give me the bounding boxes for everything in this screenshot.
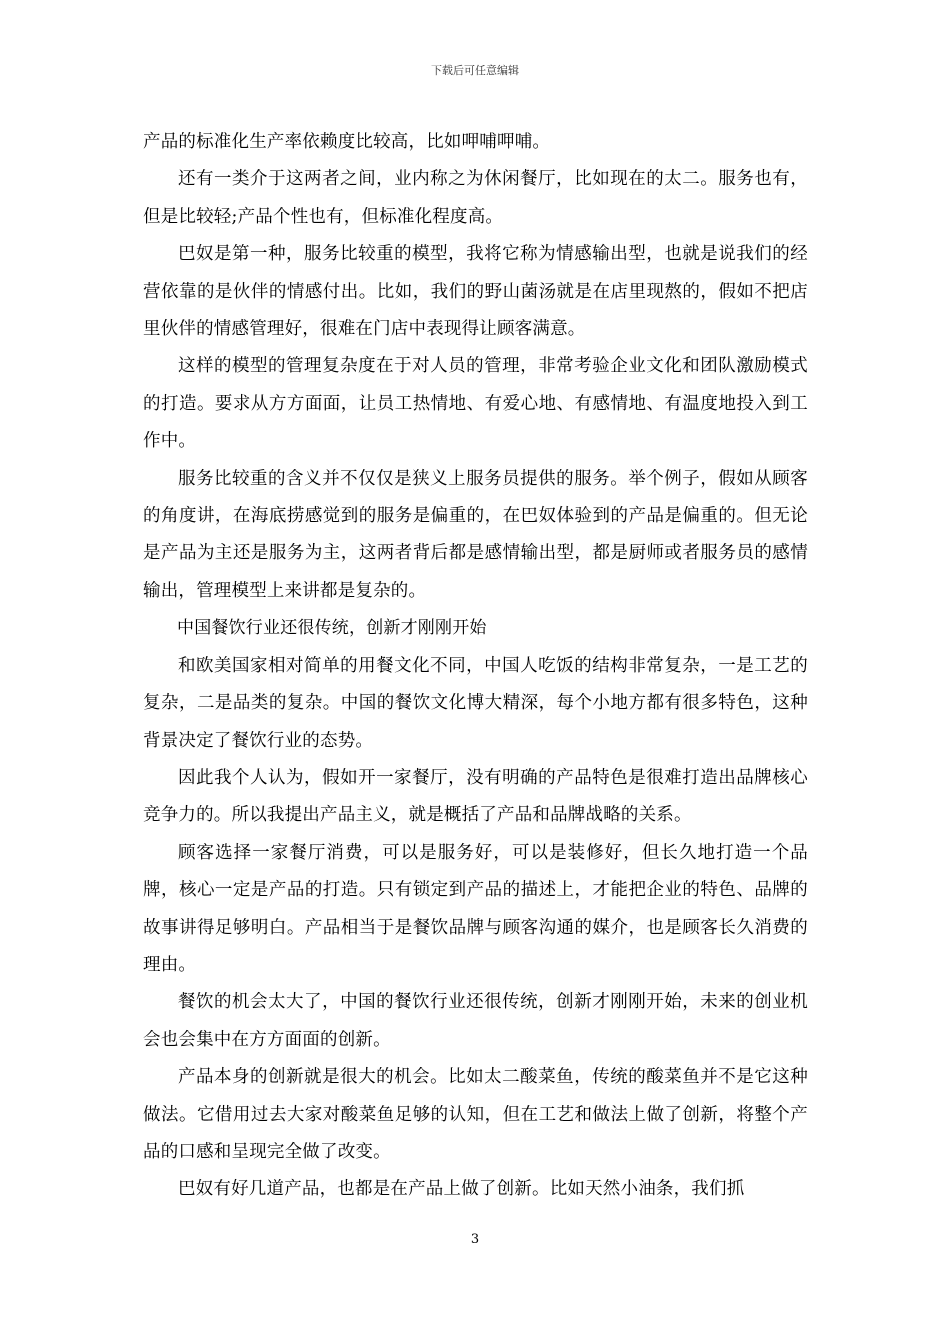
page-number: 3: [470, 1232, 480, 1247]
paragraph-11: 巴奴有好几道产品，也都是在产品上做了创新。比如天然小油条，我们抓: [178, 1179, 745, 1200]
paragraph-5: 服务比较重的含义并不仅仅是狭义上服务员提供的服务。举个例子，假如从顾客的角度讲，在海底捞感觉到的服务是偏重的，在巴奴体验到的产品是偏重的。但无论是产品为主还是服务为主，这两者背后都是感情输出型，都是厨师或者服务员的感情输出，管理模型上来讲都是复杂的。: [143, 468, 808, 601]
paragraph-9: 餐饮的机会太大了，中国的餐饮行业还很传统，创新才刚刚开始，未来的创业机会也会集中在方方面面的创新。: [143, 992, 808, 1050]
paragraph-4: 这样的模型的管理复杂度在于对人员的管理，非常考验企业文化和团队激励模式的打造。要求从方方面面，让员工热情地、有爱心地、有感情地、有温度地投入到工作中。: [143, 356, 808, 452]
paragraph-10: 产品本身的创新就是很大的机会。比如太二酸菜鱼，传统的酸菜鱼并不是它这种做法。它借用过去大家对酸菜鱼足够的认知，但在工艺和做法上做了创新，将整个产品的口感和呈现完全做了改变。: [143, 1067, 808, 1162]
paragraph-6: 和欧美国家相对简单的用餐文化不同，中国人吃饭的结构非常复杂，一是工艺的复杂，二是品类的复杂。中国的餐饮文化博大精深，每个小地方都有很多特色，这种背景决定了餐饮行业的态势。: [143, 655, 808, 751]
paragraph-1: 产品的标准化生产率依赖度比较高，比如呷哺呷哺。: [143, 132, 551, 152]
paragraph-8: 顾客选择一家餐厅消费，可以是服务好，可以是装修好，但长久地打造一个品牌，核心一定是产品的打造。只有锁定到产品的描述上，才能把企业的特色、品牌的故事讲得足够明白。产品相当于是餐饮品牌与顾客沟通的媒介，也是顾客长久消费的理由。: [143, 842, 808, 975]
page-header: 下载后可任意编辑: [431, 64, 519, 77]
document-body: [143, 124, 808, 1209]
section-heading: 中国餐饮行业还很传统，创新才刚刚开始: [177, 618, 487, 639]
paragraph-7: 因此我个人认为，假如开一家餐厅，没有明确的产品特色是很难打造出品牌核心竞争力的。所以我提出产品主义，就是概括了产品和品牌战略的关系。: [143, 767, 808, 826]
paragraph-3: 巴奴是第一种，服务比较重的模型，我将它称为情感输出型，也就是说我们的经营依靠的是伙伴的情感付出。比如，我们的野山菌汤就是在店里现熬的，假如不把店里伙伴的情感管理好，很难在门店中表现得让顾客满意。: [143, 244, 808, 340]
paragraph-2: 还有一类介于这两者之间，业内称之为休闲餐厅，比如现在的太二。服务也有，但是比较轻;产品个性也有，但标准化程度高。: [143, 169, 808, 227]
